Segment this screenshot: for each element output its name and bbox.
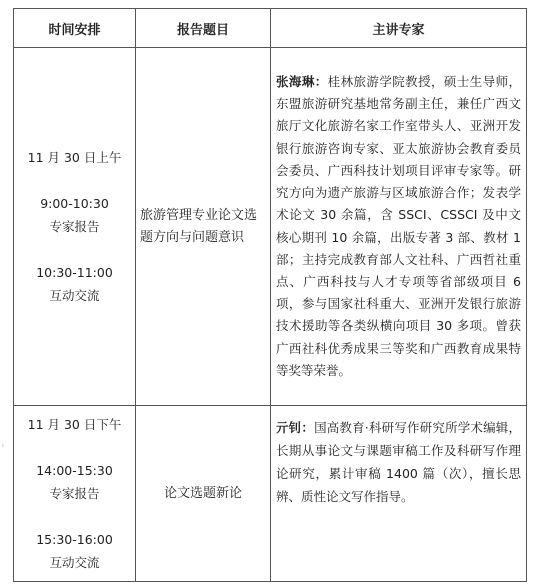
topic-cell: 旅游管理专业论文选题方向与问题意识 bbox=[136, 48, 271, 406]
speaker-cell bbox=[271, 48, 527, 406]
slot-label: 互动交流 bbox=[49, 555, 100, 570]
time-cell bbox=[14, 48, 136, 406]
header-speaker: 主讲专家 bbox=[271, 9, 527, 48]
slot-time: 14:00-15:30 bbox=[36, 463, 113, 478]
slot-label: 专家报告 bbox=[49, 219, 100, 234]
speaker-name: 张海琳： bbox=[276, 74, 328, 90]
speaker-bio: 桂林旅游学院教授，硕士生导师，东盟旅游研究基地常务副主任，兼任广西文旅厅文化旅游名家工作室带头人、亚洲开发银行旅游咨询专家、亚太旅游协会教育委员会委员、广西科技计划项目评审专家等。研究方向为遗产旅游与区域旅游合作；发表学术论文 30 余篇，含 SSCI、CSSCI 及中文核心期刊 10 余篇，出版专著 3 部、教材 1 部；主持完成教育部人文社科、广西哲社重点、广西科技与人才专项等省部级项目 6 项，参与国家社科重大、亚洲开发银行旅游技术援助等各类纵横向项目 30 多项。曾获广西社科优秀成果三等奖和广西教育成果特等奖等荣誉。 bbox=[276, 74, 521, 378]
schedule-table bbox=[13, 8, 527, 582]
speaker-bio: 国高教育·科研写作研究所学术编辑，长期从事论文与课题审稿工作及科研写作理论研究，累计审稿 1400 篇（次），擅长思辨、质性论文写作指导。 bbox=[276, 420, 521, 504]
slot-time: 10:30-11:00 bbox=[36, 265, 113, 280]
slot-label: 专家报告 bbox=[49, 486, 100, 501]
speaker-name: 亓钊： bbox=[276, 420, 315, 435]
topic-cell: 论文选题新论 bbox=[136, 406, 271, 582]
side-margin-mark: › bbox=[1, 441, 5, 451]
table-row bbox=[14, 406, 527, 582]
table-row bbox=[14, 48, 527, 406]
slot-label: 互动交流 bbox=[49, 288, 100, 303]
slot-time: 9:00-10:30 bbox=[40, 196, 109, 211]
time-cell bbox=[14, 406, 136, 582]
speaker-cell bbox=[271, 406, 527, 582]
session-date: 11 月 30 日上午 bbox=[27, 150, 122, 165]
header-topic: 报告题目 bbox=[136, 9, 271, 48]
header-row bbox=[14, 9, 527, 48]
slot-time: 15:30-16:00 bbox=[36, 532, 113, 547]
header-time: 时间安排 bbox=[14, 9, 136, 48]
session-date: 11 月 30 日下午 bbox=[27, 417, 122, 432]
